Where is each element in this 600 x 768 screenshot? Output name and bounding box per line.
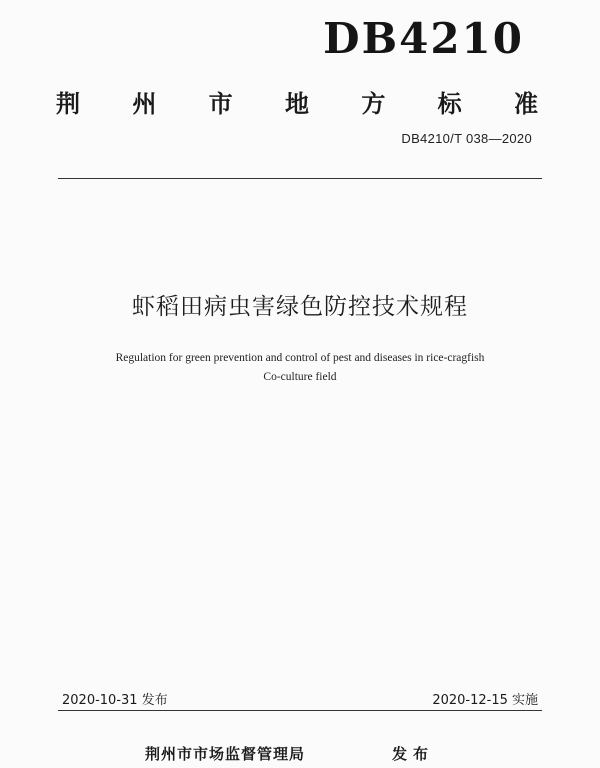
publisher-name: 荆州市市场监督管理局 — [145, 745, 306, 763]
issuer-title-char: 地 — [284, 90, 309, 118]
implementation-date: 2020-12-15 实施 — [432, 693, 538, 708]
publish-label: 发布 — [392, 745, 435, 763]
issuer-title-char: 荆 — [56, 90, 80, 118]
english-title-line-2: Co-culture field — [263, 371, 337, 383]
release-date: 2020-10-31 发布 — [62, 693, 168, 708]
standard-code: DB4210 — [323, 14, 524, 63]
header-divider — [58, 178, 542, 179]
issuer-title-char: 市 — [208, 90, 233, 118]
english-title-line-1: Regulation for green prevention and control of pest and diseases in rice-cragfish — [115, 352, 485, 364]
issuer-title-char: 标 — [437, 90, 462, 118]
standard-number: DB4210/T 038—2020 — [401, 131, 532, 146]
document-title-chinese: 虾稻田病虫害绿色防控技术规程 — [132, 294, 468, 320]
footer-divider — [58, 710, 542, 711]
issuer-title — [56, 84, 538, 119]
issuer-title-char: 方 — [361, 90, 386, 118]
issuer-title-char: 州 — [132, 90, 157, 118]
document-title-english — [64, 349, 536, 387]
issuer-title-char: 准 — [513, 90, 538, 118]
